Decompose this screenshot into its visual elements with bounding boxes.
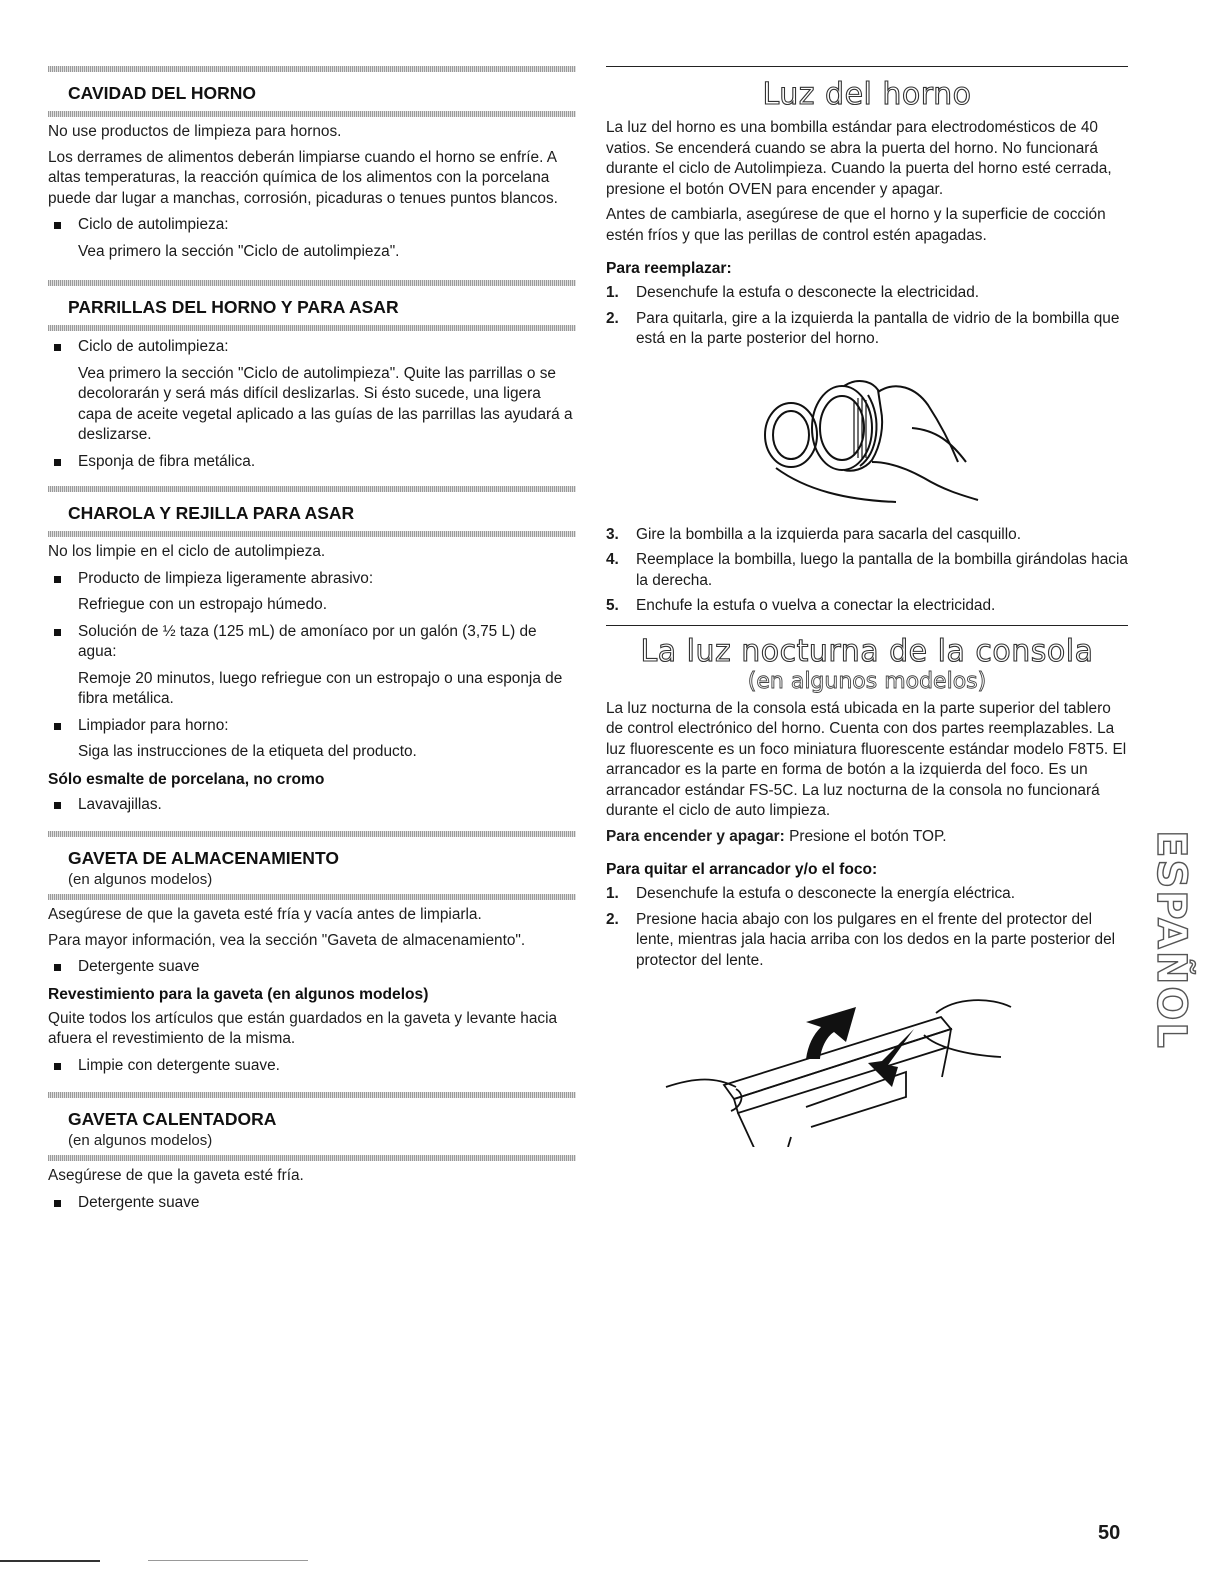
section-subtitle: (en algunos modelos) — [747, 668, 987, 694]
paragraph: La luz nocturna de la consola está ubicada en la parte superior del tablero de control electrónico del horno. Cuenta con dos partes reemplazables. La luz fluorescente es un foco miniatura fluorescente estándar modelo F8T5. El arrancador es la parte en forma de botón a la izquierda del foco. Es un arrancador estándar FS-5C. La luz nocturna de la consola no funcionará durante el ciclo de auto limpieza. — [606, 699, 1127, 819]
section-title: GAVETA CALENTADORA — [68, 1109, 277, 1129]
bullet-text: Detergente suave — [78, 958, 200, 975]
step-text: Presione hacia abajo con los pulgares en el frente del protector del lente, mientras jala hacia arriba con los dedos en la parte posterior del protector del lente. — [636, 910, 1116, 969]
footer-rule — [0, 1560, 100, 1562]
section-title: PARRILLAS DEL HORNO Y PARA ASAR — [68, 297, 399, 317]
language-side-tab — [1150, 820, 1192, 1060]
section-gaveta-calentadora — [48, 1092, 576, 1161]
paragraph: No los limpie en el ciclo de autolimpieza. — [48, 543, 326, 560]
bullet-icon — [54, 802, 61, 809]
step-item — [606, 596, 1128, 617]
section-parrillas — [48, 280, 576, 331]
section-title: CAVIDAD DEL HORNO — [68, 83, 256, 103]
section-bar — [48, 111, 576, 117]
steps-list — [606, 525, 1128, 617]
step-text: Reemplace la bombilla, luego la pantalla de la bombilla girándolas hacia la derecha. — [636, 551, 1128, 589]
bullet-item — [48, 1193, 576, 1214]
section-subtitle: (en algunos modelos) — [68, 1132, 213, 1149]
side-tab-label: ESPAÑOL — [1148, 830, 1194, 1050]
section-gaveta-almacenamiento — [48, 831, 576, 900]
section-title-luz-consola: La luz nocturna de la consola — [640, 633, 1094, 669]
bullet-icon — [54, 344, 61, 351]
bullet-item — [48, 622, 576, 663]
section-bar — [48, 894, 576, 900]
bullet-detail: Vea primero la sección "Ciclo de autolimpieza". Quite las parrillas o se decolorarán y será más difícil deslizarlas. Si ésto sucede, una ligera capa de aceite vegetal aplicado a las guías de las parrillas las ayudará a deslizarse. — [78, 364, 573, 443]
subheading: Para reemplazar: — [606, 260, 732, 277]
bullet-detail: Refriegue con un estropajo húmedo. — [78, 596, 327, 613]
footer-rule — [148, 1560, 308, 1561]
bullet-item — [48, 716, 576, 737]
bullet-item — [48, 215, 576, 236]
bullet-icon — [54, 576, 61, 583]
step-number: 1. — [606, 284, 619, 301]
bullet-text: Lavavajillas. — [78, 795, 162, 813]
step-item — [606, 525, 1128, 546]
section-charola — [48, 486, 576, 537]
step-item — [606, 283, 1128, 304]
paragraph: La luz del horno es una bombilla estándar para electrodomésticos de 40 vatios. Se encenderá cuando se abra la puerta del horno. No funcionará durante el ciclo de Autolimpieza. Cuando la puerta del horno esté cerrada, presione el botón OVEN para encender y apagar. — [606, 119, 1112, 198]
step-text: Desenchufe la estufa o desconecte la electricidad. — [636, 284, 980, 301]
toggle-paragraph — [606, 827, 1128, 848]
bullet-text: Esponja de fibra metálica. — [78, 452, 256, 470]
step-text: Para quitarla, gire a la izquierda la pantalla de vidrio de la bombilla que está en la parte posterior del horno. — [636, 309, 1120, 347]
steps-list — [606, 283, 1128, 350]
step-item — [606, 550, 1128, 591]
section-subtitle: (en algunos modelos) — [68, 871, 213, 888]
bullet-detail: Siga las instrucciones de la etiqueta del producto. — [78, 743, 417, 760]
bullet-item — [48, 957, 576, 978]
step-number: 2. — [606, 910, 619, 928]
bullet-icon — [54, 723, 61, 730]
bullet-item — [48, 1056, 576, 1077]
section-bar — [48, 325, 576, 331]
lens-illustration — [606, 977, 1128, 1147]
lens-removal-icon — [606, 977, 1128, 1147]
step-item — [606, 884, 1128, 905]
paragraph: Los derrames de alimentos deberán limpiarse cuando el horno se enfríe. A altas temperaturas, la reacción química de los alimentos con la porcelana puede dar lugar a manchas, corrosión, picaduras o tenues puntos blancos. — [48, 148, 558, 207]
step-number: 5. — [606, 597, 619, 614]
bulb-illustration — [606, 350, 1128, 520]
section-bar — [48, 531, 576, 537]
step-number: 4. — [606, 551, 619, 568]
bullet-item — [48, 795, 576, 816]
paragraph: Asegúrese de que la gaveta esté fría. — [48, 1167, 304, 1184]
bullet-item — [48, 452, 576, 473]
step-text: Enchufe la estufa o vuelva a conectar la electricidad. — [636, 597, 996, 614]
bullet-text: Limpiador para horno: — [78, 716, 229, 734]
bullet-text: Ciclo de autolimpieza: — [78, 338, 229, 355]
subheading: Revestimiento para la gaveta (en algunos modelos) — [48, 985, 429, 1003]
bullet-text: Detergente suave — [78, 1193, 200, 1211]
section-rule — [606, 66, 1128, 67]
bullet-item — [48, 337, 576, 358]
step-number: 3. — [606, 525, 619, 543]
bulb-hand-icon — [606, 350, 1128, 520]
paragraph: Antes de cambiarla, asegúrese de que el horno y la superficie de cocción estén fríos y que las perillas de control estén apagadas. — [606, 206, 1106, 244]
bullet-detail: Remoje 20 minutos, luego refriegue con un estropajo o una esponja de fibra metálica. — [78, 669, 563, 707]
bullet-icon — [54, 629, 61, 636]
bullet-text: Solución de ½ taza (125 mL) de amoníaco por un galón (3,75 L) de agua: — [78, 622, 537, 660]
paragraph: Para mayor información, vea la sección "Gaveta de almacenamiento". — [48, 931, 526, 949]
section-title-luz-horno: Luz del horno — [762, 77, 972, 112]
step-item — [606, 910, 1128, 972]
bullet-icon — [54, 459, 61, 466]
right-column — [606, 66, 1128, 1147]
paragraph: Asegúrese de que la gaveta esté fría y vacía antes de limpiarla. — [48, 906, 482, 923]
bullet-text: Producto de limpieza ligeramente abrasivo: — [78, 569, 374, 587]
steps-list — [606, 884, 1128, 971]
step-text: Gire la bombilla a la izquierda para sacarla del casquillo. — [636, 525, 1021, 543]
bullet-icon — [54, 1200, 61, 1207]
left-column — [48, 66, 576, 1213]
bullet-text: Limpie con detergente suave. — [78, 1056, 280, 1074]
step-item — [606, 309, 1128, 350]
section-title: GAVETA DE ALMACENAMIENTO — [68, 848, 339, 868]
bullet-detail: Vea primero la sección "Ciclo de autolimpieza". — [78, 242, 400, 260]
bullet-item — [48, 569, 576, 590]
step-number: 2. — [606, 309, 619, 327]
bullet-icon — [54, 222, 61, 229]
section-rule — [606, 625, 1128, 626]
bullet-icon — [54, 1063, 61, 1070]
toggle-text: Presione el botón TOP. — [784, 827, 947, 845]
step-text: Desenchufe la estufa o desconecte la energía eléctrica. — [636, 885, 1016, 902]
paragraph: Quite todos los artículos que están guardados en la gaveta y levante hacia afuera el revestimiento de la misma. — [48, 1009, 558, 1047]
bullet-text: Ciclo de autolimpieza: — [78, 216, 229, 233]
subheading: Sólo esmalte de porcelana, no cromo — [48, 770, 325, 788]
bullet-icon — [54, 964, 61, 971]
page-number: 50 — [1098, 1522, 1121, 1544]
subheading: Para quitar el arrancador y/o el foco: — [606, 861, 878, 878]
toggle-label: Para encender y apagar: — [606, 827, 785, 845]
step-number: 1. — [606, 885, 619, 902]
paragraph: No use productos de limpieza para hornos. — [48, 123, 342, 140]
section-title: CHAROLA Y REJILLA PARA ASAR — [68, 503, 355, 523]
section-cavidad — [48, 66, 576, 117]
section-bar — [48, 1155, 576, 1161]
